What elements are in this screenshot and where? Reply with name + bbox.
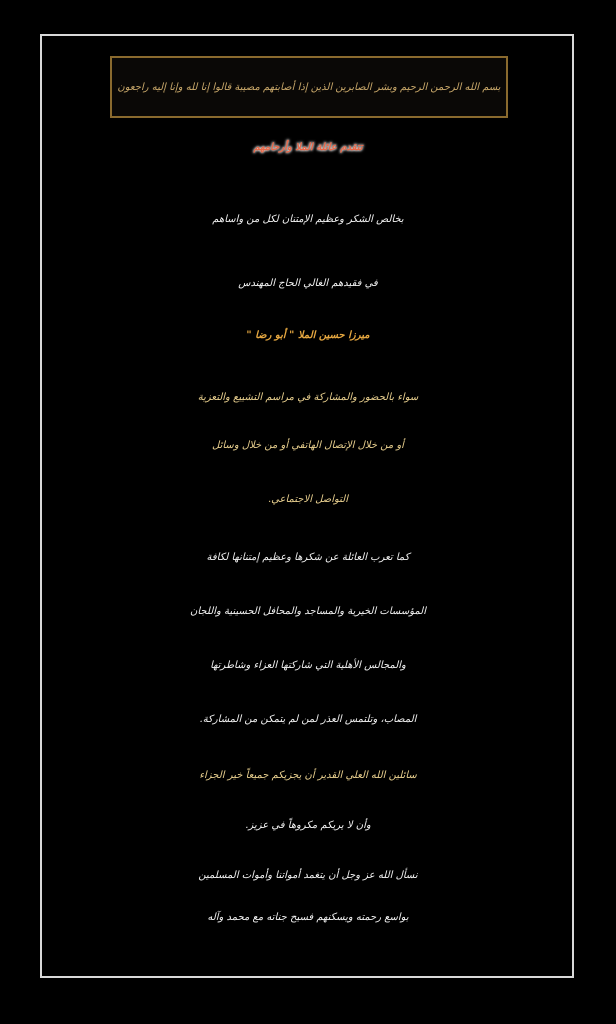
thanks-line-2: في فقيدهم الغالي الحاج المهندس <box>238 278 378 289</box>
announcement-heading: تتقدم عائلة الملا وأرحامهم <box>253 142 363 153</box>
body-line-4: كما تعرب العائلة عن شكرها وعظيم إمتنانها لكافة <box>206 552 410 563</box>
body-line-2: أو من خلال الإتصال الهاتفي أو من خلال وسائل <box>212 440 404 451</box>
basmala-calligraphy-banner <box>110 56 508 118</box>
body-line-6: والمجالس الأهلية التي شاركتها العزاء وشاطرتها <box>210 660 406 671</box>
thanks-line-1: بخالص الشكر وعظيم الإمتنان لكل من واساهم <box>212 214 404 225</box>
body-line-1: سواء بالحضور والمشاركة في مراسم التشييع والتعزية <box>197 392 419 403</box>
body-line-3: التواصل الاجتماعي. <box>267 494 349 505</box>
body-line-7: المصاب، وتلتمس العذر لمن لم يتمكن من المشاركة. <box>199 714 417 725</box>
banner-text: بسم الله الرحمن الرحيم وبشر الصابرين الذين إذا أصابتهم مصيبة قالوا إنا لله وإنا إليه راجعون <box>117 81 501 93</box>
announcement-body <box>50 130 566 960</box>
prayer-line-2: وأن لا يريكم مكروهاً في عزيز. <box>245 820 371 831</box>
closing-line-2: بواسع رحمته ويسكنهم فسيح جناته مع محمد وآله <box>207 912 409 923</box>
deceased-name: ميرزا حسين الملا " أبو رضا " <box>246 330 370 341</box>
prayer-line-1: سائلين الله العلي القدير أن يجزيكم جميعاً خير الجزاء <box>199 770 417 781</box>
closing-line-1: نسأل الله عز وجل أن يتغمد أمواتنا وأموات المسلمين <box>198 870 418 881</box>
body-line-5: المؤسسات الخيرية والمساجد والمحافل الحسينية واللجان <box>190 606 426 617</box>
